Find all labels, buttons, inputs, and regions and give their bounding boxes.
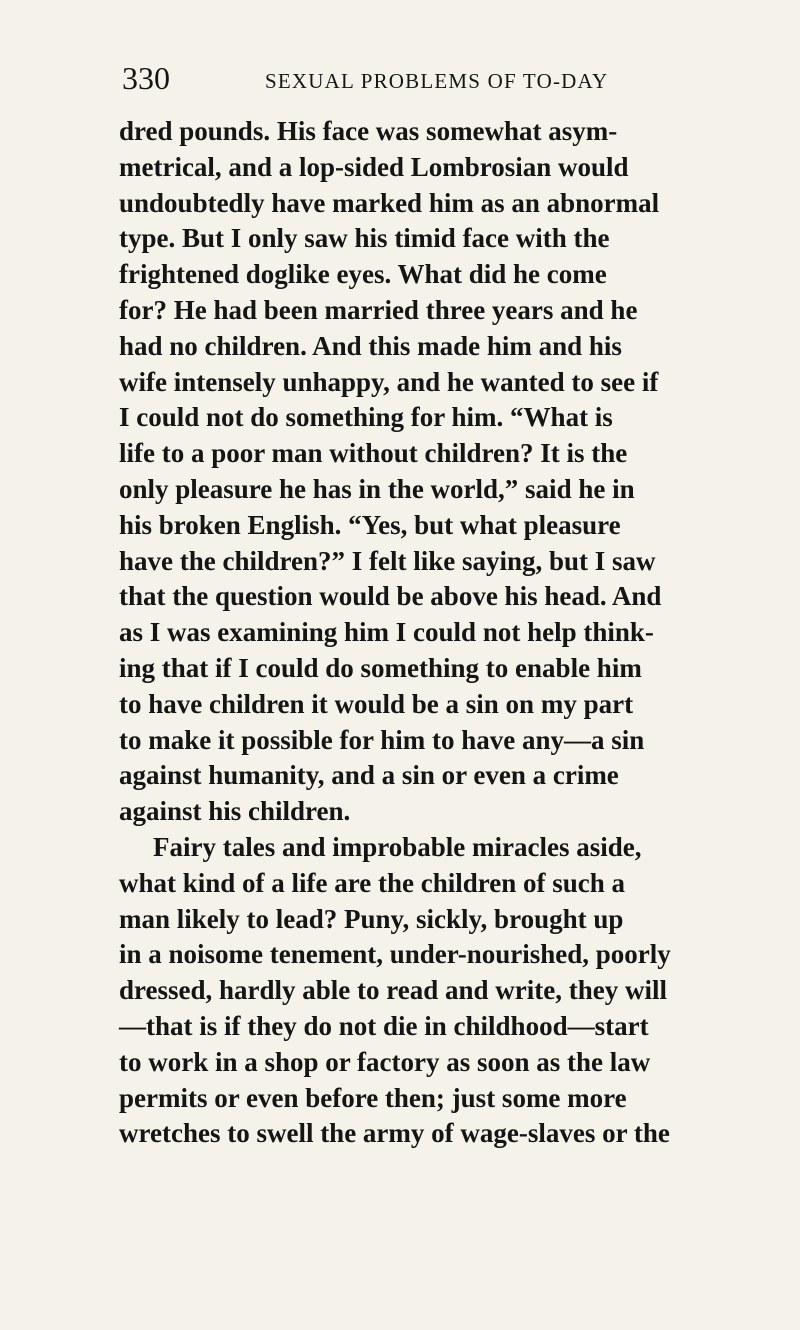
text-line: frightened doglike eyes. What did he come bbox=[119, 259, 607, 290]
text-line: dred pounds. His face was somewhat asym- bbox=[119, 116, 618, 146]
text-line: —that is if they do not die in childhood—start bbox=[119, 1010, 649, 1041]
text-line: to work in a shop or factory as soon as the law bbox=[119, 1046, 651, 1077]
text-line: had no children. And this made him and his bbox=[119, 330, 622, 361]
text-line: man likely to lead? Puny, sickly, brought up bbox=[119, 903, 624, 934]
text-line: his broken English. “Yes, but what pleasure bbox=[119, 509, 621, 540]
text-line: against humanity, and a sin or even a crime bbox=[119, 760, 619, 791]
paragraph-1 bbox=[119, 114, 771, 830]
page-number: 330 bbox=[122, 60, 170, 96]
text-line: that the question would be above his head. And bbox=[119, 581, 662, 612]
text-line: I could not do something for him. “What is bbox=[119, 402, 613, 433]
text-line: in a noisome tenement, under-nourished, poorly bbox=[119, 939, 671, 970]
text-line: have the children?” I felt like saying, but I saw bbox=[119, 545, 656, 576]
text-line: only pleasure he has in the world,” said he in bbox=[119, 473, 635, 504]
text-line: as I was examining him I could not help think- bbox=[119, 617, 654, 648]
body-text bbox=[119, 114, 771, 1152]
text-line: undoubtedly have marked him as an abnormal bbox=[119, 187, 660, 218]
text-line: life to a poor man without children? It is the bbox=[119, 438, 628, 469]
text-line: dressed, hardly able to read and write, they will bbox=[119, 975, 668, 1006]
text-line: wife intensely unhappy, and he wanted to see if bbox=[119, 366, 659, 397]
paragraph-2 bbox=[119, 830, 771, 1152]
running-head-title: SEXUAL PROBLEMS OF TO-DAY bbox=[265, 69, 609, 93]
text-line: ing that if I could do something to enable him bbox=[119, 652, 642, 683]
text-line: for? He had been married three years and he bbox=[119, 294, 638, 325]
text-line: permits or even before then; just some more bbox=[119, 1082, 627, 1113]
text-line: to have children it would be a sin on my part bbox=[119, 688, 634, 719]
text-line: against his children. bbox=[119, 796, 351, 827]
text-line: metrical, and a lop-sided Lombrosian would bbox=[119, 151, 629, 182]
text-line: to make it possible for him to have any—a sin bbox=[119, 724, 645, 755]
running-head bbox=[120, 60, 700, 96]
text-line: what kind of a life are the children of such a bbox=[119, 867, 626, 898]
text-line: Fairy tales and improbable miracles aside, bbox=[153, 831, 642, 862]
text-line: wretches to swell the army of wage-slaves or the bbox=[119, 1118, 670, 1149]
text-line: type. But I only saw his timid face with the bbox=[119, 223, 610, 254]
